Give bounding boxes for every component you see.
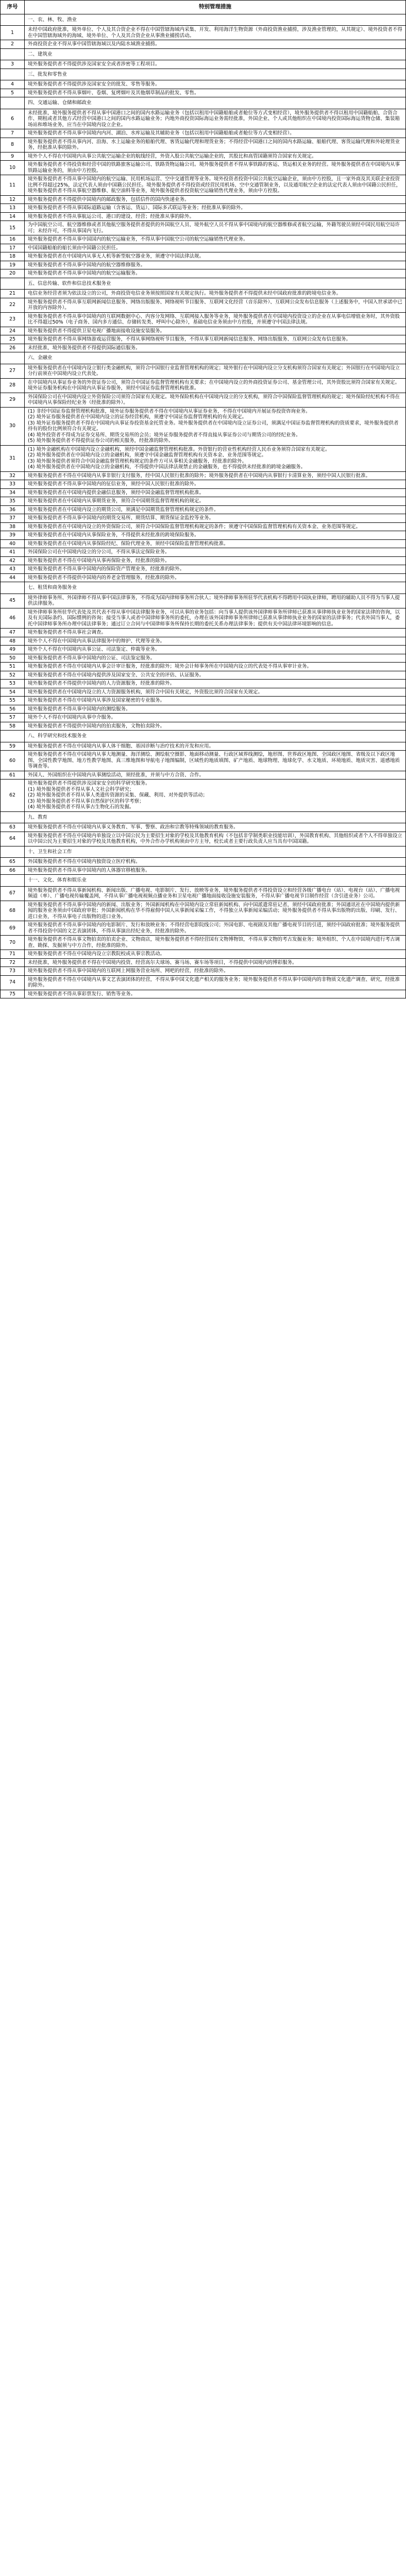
- measure-text: 未经批准，境外服务提供者不得提供国际通信服务。: [28, 345, 141, 351]
- measure-text: 外国人、外国组织在中国境内从事测绘活动，须经批准，并须与中方合资、合作。: [28, 772, 205, 778]
- row-number: 39: [1, 531, 25, 539]
- section-row: [1, 731, 405, 742]
- measure-text: 境外服务提供者不得从事中国境内的保险资产管理业务，经批准的除外。: [28, 566, 185, 572]
- section-title: 五、信息传输、软件和信息技术服务业: [28, 280, 111, 286]
- table-row: [1, 722, 405, 731]
- section-row: [1, 49, 405, 61]
- measure-text: 境外服务提供者不得从事中国境内的航空运输、民用机场运营、空中交通管理等业务。境外投资者投资中国公共航空运输企业，须由中方控股，且一家外商及其关联企业投资比例不得超过25%，法定代表人须由中国籍公民担任。境外服务提供者不得投资或经营民用机场、空中交通管制业务，以及通用航空企业的法定代表人须由中国籍公民担任，境外服务提供者不得从事航空器维修、航空油料等业务，境外服务提供者投资航空运输销售代理业务，须由中方控股。: [28, 176, 401, 194]
- row-number: 34: [1, 489, 25, 497]
- table-row: [1, 489, 405, 498]
- row-number: [1, 582, 25, 594]
- measures-table: [0, 0, 406, 998]
- table-row: [1, 244, 405, 253]
- measure-text: 境外个人不得在中国境内从事公共航空运输企业的航线经营，外资入股公共航空运输企业的，其股比和高管国籍须符合国家有关规定。: [28, 153, 317, 159]
- row-number: 61: [1, 771, 25, 779]
- table-row: [1, 548, 405, 557]
- measure-text: 境外服务提供者在中国境内从事无人机等新型航空器业务，须遵守中国法律法规。: [28, 253, 205, 259]
- row-number: 6: [1, 109, 25, 129]
- measure-text: 境外服务提供者不得提供涉及国家安全的批发、零售等服务。: [28, 81, 160, 87]
- table-row: [1, 688, 405, 697]
- row-number: [1, 97, 25, 109]
- measure-text: 境外服务提供者不得提供中国境内的拍卖服务，文物拍卖除外。: [28, 723, 165, 729]
- measure-text: 境外服务提供者不得在中国境内从事会计审计服务，经批准的除外；境外会计师事务所在中国境内设立的代表处不得从事审计业务。: [28, 664, 312, 669]
- row-number: 16: [1, 235, 25, 244]
- row-number: [1, 278, 25, 290]
- measure-text: 境外服务提供者不得从事中国境内内河、湖泊、水库运输及其辅助业务（包括以租用中国籍船舶或者舱位等方式变相经营）。: [28, 130, 295, 136]
- table-header: [1, 1, 405, 14]
- table-row: [1, 152, 405, 161]
- section-row: [1, 812, 405, 824]
- row-number: [1, 49, 25, 60]
- measure-text: 境外服务提供者不得从事文物拍卖的拍卖企业、文物商店，境外服务提供者不得经营国有文物博物馆，不得从事文物的考古发掘业务；境外组织、个人在中国境内进行考古调查、勘探、发掘须与中方合作，经批准的除外。: [28, 937, 400, 948]
- table-row: [1, 269, 405, 278]
- table-row: [1, 523, 405, 532]
- measure-text: 境外服务提供者不得从事中国境内的期货交易所、期货结算、期货保证金监控等业务。: [28, 515, 214, 521]
- row-number: 33: [1, 480, 25, 488]
- table-row: [1, 967, 405, 976]
- measure-text: 境外服务提供者不得在中国境内从事大地测量、海洋测绘、测绘航空摄影、地面移动测量、行政区域界线测绘，地形图、世界政区地图、全国政区地图、省级及以下政区地图、全国性教学地图、地方性教学地图、真三维地图和导航电子地图编制，区域性的地质填图、矿产地质、地球物理、地球化学、水文地质、环境地质、地质灾害、遥感地质等调查等。: [28, 752, 400, 769]
- table-row: [1, 235, 405, 244]
- table-row: [1, 990, 405, 999]
- row-number: 9: [1, 152, 25, 161]
- row-number: 35: [1, 497, 25, 505]
- table-row: [1, 344, 405, 353]
- measure-text: (1) 境外金融机构在中国境内设立金融机构，须经中国金融监督管理机构批准。外资银行的营业性机构经营人民币业务须符合国家有关规定。 (2) 境外服务提供者在中国境内设立的金融机构，须遵守中国金融监督管理机构有关资本金、业务范围等规定。 (3) 境外服务提供者须符合中国金融监督管理机构规定的条件方可从事相关金融服务，经批准的除外。 (4) 境外服务提供者在中国境内设立的金融机构，不得提供中国法律法规禁止的金融服务，也不得提供未经批准的跨境金融服务。: [28, 446, 330, 470]
- row-number: 71: [1, 950, 25, 958]
- measure-text: 境外服务提供者不得从事中国境内的航空器维修服务。: [28, 262, 146, 268]
- row-number: 68: [1, 901, 25, 921]
- row-number: 42: [1, 557, 25, 565]
- row-number: 44: [1, 574, 25, 582]
- table-row: [1, 506, 405, 515]
- measure-text: 外国保险公司在中国境内设立的分公司，不得从事法定保险业务。: [28, 549, 170, 555]
- table-row: [1, 472, 405, 481]
- measure-text: 外国服务提供者不得在中国境内独资设立医疗机构。: [28, 859, 141, 865]
- table-row: [1, 261, 405, 270]
- row-number: 30: [1, 408, 25, 445]
- row-number: 25: [1, 335, 25, 344]
- measure-text: 境外服务提供者在中国境内设立的期货公司，须满足中国期货监督管理机构规定的条件。: [28, 506, 219, 513]
- table-row: [1, 252, 405, 261]
- measure-text: 境外服务提供者不得提供中国境内的人力资源服务，经批准的除外。: [28, 681, 175, 686]
- row-number: [1, 69, 25, 80]
- measure-text: 未经中国政府批准，境外单位、个人及其合资企业不得在中国管辖海域内采集、开发、利用海洋生物资源（外商投资渔业捕捞，涉及渔业管理的，从其规定）、境外投资者不得在中国管辖海域外的海域、境外单位、个人及其合资企业从事渔业捕捞活动。: [28, 27, 402, 39]
- table-row: [1, 779, 405, 812]
- row-number: 41: [1, 548, 25, 556]
- measure-text: 境外服务提供者不得从事新闻机构、新闻出版、广播电视、电影制片、发行、放映等业务，境外服务提供者不得投资设立和经营各级广播电台（站）、电视台（站）、广播电视频道（率）、广播电视传输覆盖网，不得从事广播电视视频点播业务和卫星电视广播地面接收设施安装服务，不得从事广播电视节目制作经营（含引进业务）公司。: [28, 887, 400, 899]
- measure-text: 境外服务提供者不得从事中国境内的互联网上网服务营业场所、网吧的经营，经批准的除外。: [28, 968, 229, 974]
- table-row: [1, 89, 405, 98]
- row-number: 17: [1, 244, 25, 252]
- section-title: 七、租赁和商务服务业: [28, 585, 77, 590]
- measure-text: 境外服务提供者不得从事国际道路运输（含客运、货运）、国际多式联运等业务；经批准从事的除外。: [28, 205, 246, 211]
- row-number: 12: [1, 196, 25, 204]
- table-row: [1, 858, 405, 867]
- measure-text: 境外服务提供者不得在中国境内提供涉及国家安全、公共安全的评估、认证服务。: [28, 672, 205, 678]
- section-title: 八、科学研究和技术服务业: [28, 733, 87, 739]
- table-row: [1, 514, 405, 523]
- table-row: [1, 832, 405, 846]
- section-title: 九、教育: [28, 814, 48, 820]
- table-row: [1, 129, 405, 138]
- measure-text: 境外服务提供者在中国境内从事期货业务，须符合中国期货监督管理机构的规定。: [28, 498, 205, 504]
- measure-text: 境外律师事务所、外国律师不得从事中国法律事务，不得成为国内律师事务所合伙人；境外律师事务所驻华代表机构不得聘用中国执业律师，聘用的辅助人员不得为当事人提供法律服务。: [28, 595, 400, 606]
- row-number: 62: [1, 779, 25, 811]
- section-title: 四、交通运输、仓储和邮政业: [28, 100, 92, 106]
- row-number: 56: [1, 705, 25, 714]
- measure-text: 境外服务提供者不得在中国境内从事非银行支付服务，经中国人民银行批准的除外；境外服务提供者在中国境内从事银行卡清算业务，须经中国人民银行批准。: [28, 472, 371, 479]
- row-number: 65: [1, 858, 25, 866]
- row-number: 37: [1, 514, 25, 522]
- row-number: 54: [1, 688, 25, 697]
- table-row: [1, 921, 405, 936]
- measure-text: 境外服务提供者不得从事中国国内的航空运输业务，不得从事中国航空公司的航空运输销售代理业务。: [28, 236, 248, 242]
- row-number: 60: [1, 751, 25, 771]
- table-row: [1, 109, 405, 130]
- row-number: 40: [1, 540, 25, 548]
- row-number: 11: [1, 175, 25, 195]
- row-number: 20: [1, 269, 25, 278]
- section-row: [1, 14, 405, 26]
- section-row: [1, 352, 405, 364]
- measure-text: 境外服务提供者不得在中国境内从事文艺表演团体的经营，不得从事中国文化遗产相关的服务业务；境外服务提供者不得从事中国境内的非物质文化遗产调查、研究，经批准的除外。: [28, 976, 400, 988]
- measure-text: 境外服务提供者不得从事烟叶、卷烟、复烤烟叶及其他烟草制品的批发、零售。: [28, 90, 199, 96]
- table-row: [1, 594, 405, 608]
- measure-text: 境外服务提供者不得从事中国境内的电影制片、发行和放映业务；不得经营电影院线公司；外国电影、电视剧及其他广播电视节目的引进，须经中国政府批准；境外服务提供者不得投资中国的文艺表演团体，不得从事演出经纪业务，经批准的除外。: [28, 922, 400, 934]
- row-number: 8: [1, 138, 25, 152]
- row-number: 64: [1, 832, 25, 846]
- table-row: [1, 608, 405, 629]
- table-row: [1, 393, 405, 408]
- section-row: [1, 875, 405, 887]
- table-row: [1, 646, 405, 654]
- table-row: [1, 823, 405, 832]
- table-row: [1, 480, 405, 489]
- measure-text: 境外个人不得在中国境内从事中介服务。: [28, 715, 116, 720]
- row-number: 63: [1, 823, 25, 832]
- measure-text: 境外服务提供者在中国境内设立的外资保险公司，须符合中国保险监督管理机构规定的条件；须遵守中国保险监督管理机构有关资本金、业务范围等规定。: [28, 523, 361, 530]
- row-number: 31: [1, 446, 25, 471]
- row-number: 38: [1, 523, 25, 531]
- table-row: [1, 751, 405, 771]
- measure-text: 境外服务提供者不得从事航运公司、港口的建设、经营；经批准从事的除外。: [28, 213, 195, 219]
- table-row: [1, 175, 405, 196]
- measure-text: 境外服务提供者不得从事中国境内的新闻、出版业务；外国新闻机构在中国境内设立常驻新闻机构、向中国派遣常驻记者，须经中国政府批准；外国通讯社在中国境内提供新闻的服务业务须由中国政府审批；外国新闻机构在华不得雇佣中国人从事新闻采编工作，不得独立从事新闻采编活动；境外服务提供者不得从事出版物的出版、印刷、发行、进口业务，不得从事电子出版物的进口业务。: [28, 902, 400, 920]
- measure-text: 境外服务提供者不得提供涉及国家安全或者涉密等工程项目。: [28, 61, 160, 67]
- row-number: 26: [1, 344, 25, 352]
- measure-text: 境外服务提供者在中国境内设立银行类金融机构，须符合中国银行业监督管理机构的规定；境外银行在中国境内设立分支机构须符合国家有关规定；外国银行在中国境内设立分行前须在中国境内设立代表处。: [28, 365, 400, 377]
- table-row: [1, 497, 405, 506]
- measure-text: 境外服务提供者不得从事中国境内的人体器官移植服务。: [28, 867, 150, 873]
- row-number: 59: [1, 742, 25, 751]
- row-number: 52: [1, 671, 25, 680]
- row-number: 51: [1, 663, 25, 671]
- row-number: 10: [1, 161, 25, 175]
- table-row: [1, 565, 405, 574]
- row-number: 24: [1, 327, 25, 335]
- row-number: [1, 875, 25, 886]
- row-number: 47: [1, 629, 25, 637]
- measure-text: 境外服务提供者不得从事中国境内的测绘服务。: [28, 706, 131, 712]
- table-row: [1, 446, 405, 472]
- row-number: 28: [1, 379, 25, 393]
- measure-text: 境外服务提供者不得提供中国境内的养老金管理服务，经批准的除外。: [28, 574, 180, 581]
- table-row: [1, 364, 405, 379]
- table-row: [1, 290, 405, 298]
- measure-text: 电信业务经营者须为依法设立的公司，外商投资电信业务须按照国家有关规定执行。境外服务提供者不得提供未经中国政府批准的跨境电信业务。: [28, 291, 342, 296]
- table-row: [1, 408, 405, 446]
- section-title: 三、批发和零售业: [28, 71, 67, 77]
- measure-text: 境外服务提供者不得从事中国境内的公证、司法鉴定服务。: [28, 655, 156, 661]
- row-number: 27: [1, 364, 25, 378]
- table-row: [1, 950, 405, 959]
- row-number: 7: [1, 129, 25, 138]
- measure-text: 境外服务提供者不得从事社会调查。: [28, 630, 107, 635]
- measure-text: 境外服务提供者在中国境内从事保险经纪、保险代理业务，须经中国保险监督管理机构批准。: [28, 540, 229, 547]
- measure-text: 境外服务提供者不得投资和经营中国的铁路旅客运输公司、铁路货物运输公司。境外服务提供者不得从事铁路的客运、货运相关业务的经营。境外服务提供者在中国境内从事铁路运输业务的，须由中方控股。: [28, 162, 400, 174]
- measure-text: 境外律师事务所驻华代表处及其代表不得从事中国法律服务业务，可以从事的业务包括：向当事人提供该外国律师事务所律师已获准从事律师执业业务的国家法律的咨询，以及有关国际条约、国际惯例的咨询；接受当事人或者中国律师事务所的委托，办理在该外国律师事务所律师已获准从事律师执业业务的国家的法律事务；代表外国当事人，委托中国律师事务所办理中国法律事务；通过订立合同与中国律师事务所保持长期的委托关系办理法律事务；提供有关中国法律环境影响的信息。: [28, 609, 400, 627]
- measure-text: 为中国航空公司、航空器维修或者其他航空服务提供者提供的外国航空人员、境外航空人员不得从事中国境内的航空器维修或者航空运输，外籍驾驶员须经中国民用航空局许可；未经许可，不得从事国内飞行。: [28, 222, 400, 234]
- measure-text: 在中国境内从事证券业务的外资证券公司，须符合中国证券监督管理机构有关要求；在中国境内设立的外商投资证券公司、基金管理公司，其外资股比须符合国家有关规定。境外证券服务机构在中国境内从事证券服务，须经中国证券监督管理机构批准。: [28, 379, 400, 391]
- measure-text: 境外服务提供者不得在中国境内设立宗教院校或从事宗教活动。: [28, 951, 165, 957]
- table-row: [1, 574, 405, 583]
- table-row: [1, 540, 405, 549]
- table-row: [1, 196, 405, 205]
- measure-text: 境外服务提供者不得提供中国境内的邮政服务，包括信件的国内快递业务。: [28, 196, 190, 202]
- measure-text: 境外服务提供者在中国境内从事保险业务，不得提供未经批准的跨境保险服务。: [28, 532, 199, 538]
- row-number: 43: [1, 565, 25, 573]
- row-number: 48: [1, 637, 25, 646]
- row-number: 55: [1, 697, 25, 705]
- row-number: 13: [1, 204, 25, 212]
- row-number: 1: [1, 26, 25, 40]
- measure-text: 境外个人不得在中国境内从事法律服务中的辩护、代理等业务。: [28, 638, 165, 644]
- row-number: 36: [1, 506, 25, 514]
- section-row: [1, 582, 405, 594]
- table-row: [1, 959, 405, 968]
- row-number: 19: [1, 261, 25, 269]
- table-row: [1, 221, 405, 235]
- row-number: 53: [1, 680, 25, 688]
- row-number: 4: [1, 80, 25, 89]
- measure-text: 境外服务提供者不得在中国境内单独设立以中国公民为主要招生对象的学校及其他教育机构（不包括非学制类职业技能培训），外国教育机构、其他组织或者个人不得单独设立以中国公民为主要招生对象的学校及其他教育机构，中外合作办学机构须由中方主导，校长或者主要行政负责人应当具有中国国籍。: [28, 833, 402, 844]
- table-row: [1, 901, 405, 922]
- row-number: 5: [1, 89, 25, 97]
- section-title: 二、建筑业: [28, 51, 53, 57]
- row-number: 46: [1, 608, 25, 629]
- row-number: 50: [1, 654, 25, 663]
- table-row: [1, 161, 405, 175]
- row-number: 14: [1, 213, 25, 221]
- row-number: [1, 731, 25, 742]
- row-number: 66: [1, 867, 25, 875]
- table-row: [1, 714, 405, 722]
- row-number: 23: [1, 313, 25, 327]
- table-row: [1, 629, 405, 637]
- table-row: [1, 213, 405, 222]
- measure-text: 中国国籍船舶的船长须由中国籍公民担任。: [28, 245, 121, 251]
- table-row: [1, 705, 405, 714]
- row-number: 73: [1, 967, 25, 975]
- table-row: [1, 936, 405, 950]
- measure-text: 境外服务提供者不得从事中国境内的互联网数据中心、内容分发网络、互联网接入服务等业务，境外服务提供者在中国境内投资设立的企业在从事电信增值业务时，其外资股比不得超过50%（电子商务、国内多方通信、存储转发类、呼叫中心除外），基础电信业务须由中方控股，并须遵守中国法律法规。: [28, 313, 400, 325]
- table-row: [1, 335, 405, 344]
- table-row: [1, 138, 405, 152]
- header-measures: 特别管理措施: [199, 4, 231, 10]
- section-row: [1, 846, 405, 858]
- row-number: 15: [1, 221, 25, 235]
- measure-text: 外国保险公司在中国境内设立外资保险公司须符合国家有关规定。境外保险机构在中国境内设立的分支机构，须符合中国保险监督管理机构的规定；境外保险经纪机构不得在中国境内从事保险经纪业务（经批准的除外）。: [28, 394, 400, 405]
- measure-text: 境外服务提供者不得从事网络游戏运营服务，不得从事网络视听节目服务，不得从事互联网新闻信息服务、网络出版服务、互联网公众发布信息服务。: [28, 336, 351, 342]
- table-row: [1, 204, 405, 213]
- table-row: [1, 654, 405, 663]
- measure-text: 境外服务提供者不得在中国境内从事义务教育、军事、警察、政治和宗教等特殊领域的教育服务。: [28, 824, 239, 830]
- row-number: 49: [1, 646, 25, 654]
- row-number: 21: [1, 290, 25, 298]
- row-number: 67: [1, 887, 25, 901]
- measure-text: (1) 非经中国证券监督管理机构批准，境外证券服务提供者不得在中国境内从事证券业务，不得在中国境内开展证券投资咨询业务。 (2) 境外证券服务提供者在中国境内设立的证券经营机构，须遵守中国证券监督管理机构的有关规定。 (3) 境外证券服务提供者不得在中国境内从事证券投资基金托管业务。境外服务提供者在中国境内设立证券公司，须满足中国证券监督管理机构的资质要求，境外服务提供者持有的股份比例须符合有关规定。 (4) 境外投资者不得成为证券交易所、期货交易所的会员；境外证券服务提供者不得直接从事证券公司与期货公司的经纪业务。 (5) 境外服务提供者不得提供证券公司的相关服务，经批准的除外。: [28, 408, 399, 444]
- measure-text: 境外服务提供者不得提供涉及国家安全的科学研究服务。 (1) 境外服务提供者不得从事人文社会科学研究； (2) 境外服务提供者不得从事人类遗传资源的采集、保藏、利用、对外提供等活动； (3) 境外服务提供者不得从事自然保护区的科学考察； (4) 境外服务提供者不得从事古生物化石的发掘。: [28, 781, 208, 810]
- row-number: 22: [1, 298, 25, 312]
- measure-text: 境外服务提供者不得在中国境内从事涉及国家秘密的专业服务。: [28, 698, 165, 703]
- row-number: [1, 812, 25, 823]
- section-title: 十一、文化、体育和娱乐业: [28, 877, 87, 883]
- row-number: [1, 846, 25, 858]
- table-row: [1, 637, 405, 646]
- section-title: 十、卫生和社会工作: [28, 849, 72, 855]
- section-title: 一、农、林、牧、渔业: [28, 16, 77, 23]
- row-number: 57: [1, 714, 25, 722]
- table-row: [1, 680, 405, 688]
- table-body: [1, 14, 405, 999]
- header-number: 序号: [1, 1, 25, 14]
- table-row: [1, 298, 405, 313]
- measure-text: 境外个人不得在中国境内从事公证、司法鉴定、仲裁等业务。: [28, 647, 160, 652]
- measure-text: 外商投资企业不得从事中国管辖海域以及内陆水域渔业捕捞。: [28, 41, 160, 47]
- row-number: 58: [1, 722, 25, 731]
- table-row: [1, 531, 405, 540]
- table-row: [1, 887, 405, 901]
- table-row: [1, 867, 405, 875]
- row-number: 69: [1, 921, 25, 935]
- row-number: 45: [1, 594, 25, 608]
- section-row: [1, 278, 405, 290]
- table-row: [1, 327, 405, 336]
- table-row: [1, 40, 405, 49]
- table-row: [1, 697, 405, 705]
- section-row: [1, 97, 405, 109]
- table-row: [1, 557, 405, 566]
- measure-text: 未经批准，境外服务提供者不得在中国境内投资、经营高尔夫球场、赛马场、赛车场等项目，不得提供中国境内的博彩服务。: [28, 959, 297, 965]
- row-number: [1, 352, 25, 364]
- row-number: 74: [1, 976, 25, 990]
- measure-text: 未经批准，境外服务提供者不得从事中国港口之间的国内水路运输业务（包括以租用中国籍船舶或者舱位等方式变相经营），境外服务提供者不得以租用中国籍船舶、合资合作、期租或者其他方式经营中国港口之间的国内水路运输业务；内地外商投资国际海运业务需经批准，外国企业、个人或其他组织在中国境内投资国际海运货物仓储、集装箱场站和堆场业务，应当在中国境内设立企业。: [28, 110, 400, 128]
- row-number: 18: [1, 252, 25, 261]
- row-number: 3: [1, 60, 25, 69]
- table-row: [1, 663, 405, 671]
- table-row: [1, 26, 405, 40]
- table-row: [1, 976, 405, 990]
- row-number: 75: [1, 990, 25, 998]
- table-row: [1, 313, 405, 327]
- measure-text: 境外服务提供者不得从事内河、沿海、水上运输业务的船舶代理、客货运输代理和理货业务；不得经营中国港口之间的国内水路运输、船舶代理、客货运输代理和外轮理货业务，经批准从事的除外。: [28, 139, 400, 150]
- measure-text: 境外服务提供者不得从事中国境内的航空运输服务。: [28, 270, 141, 276]
- measure-text: 境外服务提供者不得从事彩票发行、销售等业务。: [28, 991, 136, 997]
- row-number: 70: [1, 936, 25, 950]
- measure-text: 境外服务提供者不得在中国境内从事再保险业务，经批准的除外。: [28, 557, 170, 564]
- row-number: 2: [1, 40, 25, 48]
- row-number: [1, 14, 25, 26]
- table-row: [1, 379, 405, 393]
- section-row: [1, 69, 405, 81]
- row-number: 32: [1, 472, 25, 480]
- table-row: [1, 742, 405, 751]
- measure-text: 境外服务提供者在中国境内设立的人力资源服务机构，须符合中国有关规定，外资股比须符合国家有关规定。: [28, 689, 263, 695]
- measure-text: 境外服务提供者在中国境内提供金融信息服务，须经中国金融监督管理机构批准。: [28, 489, 205, 496]
- measure-text: 境外服务提供者不得从事互联网新闻信息服务、网络出版服务、网络视听节目服务、互联网文化经营（音乐除外）、互联网公众发布信息服务（上述服务中，中国入世承诺中已开放的内容除外）。: [28, 299, 402, 311]
- table-row: [1, 60, 405, 69]
- table-row: [1, 80, 405, 89]
- row-number: 72: [1, 959, 25, 967]
- table-row: [1, 771, 405, 780]
- section-title: 六、金融业: [28, 355, 53, 361]
- measure-text: 境外服务提供者不得从事中国境内的征信业务，须经中国人民银行批准的除外。: [28, 481, 199, 487]
- measure-text: 境外服务提供者不得在中国境内从事人体干细胞、基因诊断与治疗技术的开发和应用。: [28, 743, 214, 749]
- measure-text: 境外服务提供者不得提供卫星电视广播地面接收设施安装服务。: [28, 328, 165, 334]
- row-number: 29: [1, 393, 25, 407]
- table-row: [1, 671, 405, 680]
